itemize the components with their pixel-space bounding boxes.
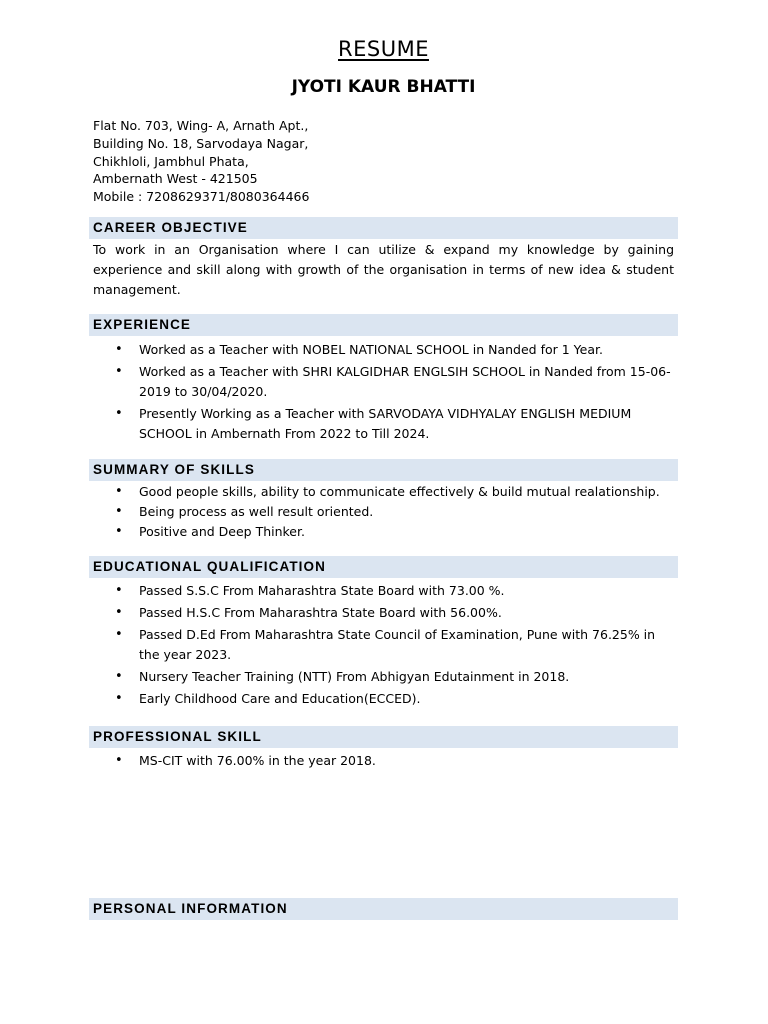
list-item: • Positive and Deep Thinker. bbox=[89, 522, 678, 542]
list-item: • Passed H.S.C From Maharashtra State Board with 56.00%. bbox=[89, 603, 678, 623]
list-item: • Presently Working as a Teacher with SARVODAYA VIDHYALAY ENGLISH MEDIUM SCHOOL in Ambernath From 2022 to Till 2024. bbox=[89, 404, 678, 444]
professional-skill-list bbox=[89, 751, 678, 771]
list-item: • Worked as a Teacher with NOBEL NATIONAL SCHOOL in Nanded for 1 Year. bbox=[89, 340, 678, 360]
candidate-name: JYOTI KAUR BHATTI bbox=[291, 77, 476, 97]
career-objective-text: To work in an Organisation where I can utilize & expand my knowledge by gaining experience and skill along with growth of the organisation in terms of new idea & student management. bbox=[93, 242, 674, 297]
education-list bbox=[89, 581, 678, 709]
list-item: • MS-CIT with 76.00% in the year 2018. bbox=[89, 751, 678, 771]
skills-summary-list bbox=[89, 482, 678, 542]
list-item: • Nursery Teacher Training (NTT) From Abhigyan Edutainment in 2018. bbox=[89, 667, 678, 687]
list-item: • Being process as well result oriented. bbox=[89, 502, 678, 522]
address-line: Flat No. 703, Wing- A, Arnath Apt., bbox=[93, 118, 309, 133]
section-heading-education: EDUCATIONAL QUALIFICATION bbox=[89, 556, 678, 578]
list-item: • Passed D.Ed From Maharashtra State Council of Examination, Pune with 76.25% in the year 2023. bbox=[89, 625, 678, 665]
address-line: Ambernath West - 421505 bbox=[93, 171, 258, 187]
list-item: • Worked as a Teacher with SHRI KALGIDHAR ENGLSIH SCHOOL in Nanded from 15-06-2019 to 30/04/2020. bbox=[89, 362, 678, 402]
list-item: • Early Childhood Care and Education(ECCED). bbox=[89, 689, 678, 709]
document-title: RESUME bbox=[338, 37, 429, 61]
address-line: Chikhloli, Jambhul Phata, bbox=[93, 153, 249, 169]
mobile-line: Mobile : 7208629371/8080364466 bbox=[93, 189, 310, 205]
list-item: • Passed S.S.C From Maharashtra State Board with 73.00 %. bbox=[89, 581, 678, 601]
list-item: • Good people skills, ability to communicate effectively & build mutual realationship. bbox=[89, 482, 678, 502]
section-heading-skills-summary: SUMMARY OF SKILLS bbox=[89, 459, 678, 481]
address-line: Building No. 18, Sarvodaya Nagar, bbox=[93, 135, 309, 151]
section-heading-personal-information: PERSONAL INFORMATION bbox=[89, 898, 678, 920]
section-heading-professional-skill: PROFESSIONAL SKILL bbox=[89, 726, 678, 748]
contact-block bbox=[93, 117, 309, 206]
experience-list bbox=[89, 340, 678, 444]
section-heading-experience: EXPERIENCE bbox=[89, 314, 678, 336]
section-heading-career-objective: CAREER OBJECTIVE bbox=[89, 217, 678, 239]
